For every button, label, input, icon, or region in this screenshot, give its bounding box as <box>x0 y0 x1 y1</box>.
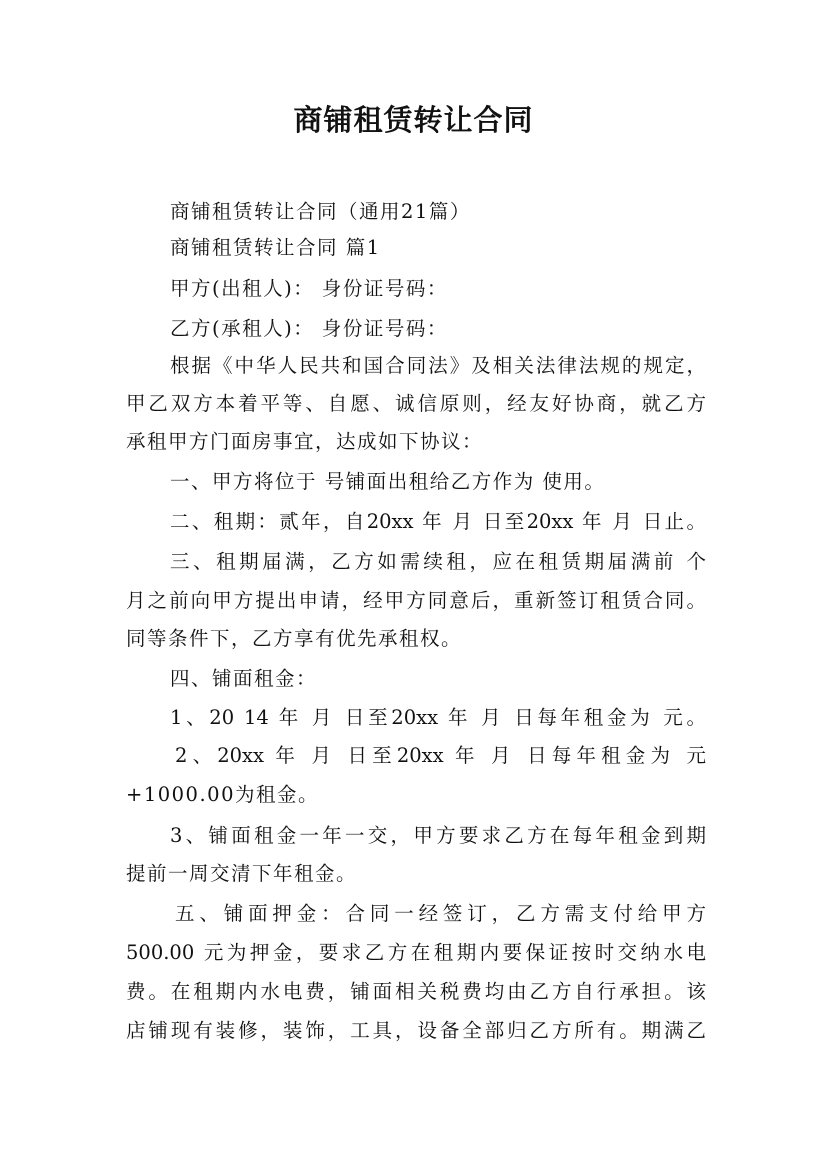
paragraph-line: +1000.00为租金。 <box>126 783 319 806</box>
paragraph-line: 500.00 元为押金，要求乙方在租期内要保证按时交纳水电 <box>126 941 706 964</box>
paragraph-line: 二、租期：贰年，自20xx 年 月 日至20xx 年 月 日止。 <box>170 510 706 533</box>
paragraph-line: 一、甲方将位于 号铺面出租给乙方作为 使用。 <box>170 470 606 493</box>
paragraph-line: 五、铺面押金：合同一经签订，乙方需支付给甲方 <box>175 902 706 925</box>
paragraph-line: 四、铺面租金： <box>170 667 318 690</box>
paragraph-line: 费。在租期内水电费，铺面相关税费均由乙方自行承担。该 <box>126 980 706 1003</box>
paragraph-line: 1、20 14 年 月 日至20xx 年 月 日每年租金为 元。 <box>170 706 706 729</box>
paragraph-line: 乙方(承租人)： 身份证号码： <box>170 317 448 340</box>
paragraph-line: 根据《中华人民共和国合同法》及相关法律法规的规定， <box>170 354 706 377</box>
document-title: 商铺租赁转让合同 <box>293 103 534 137</box>
paragraph-line: 商铺租赁转让合同 篇1 <box>170 236 381 259</box>
paragraph-line: 甲乙双方本着平等、自愿、诚信原则，经友好协商，就乙方 <box>126 392 706 415</box>
paragraph-line: 2、20xx 年 月 日至20xx 年 月 日每年租金为 元 <box>175 744 706 767</box>
paragraph-line: 商铺租赁转让合同（通用21篇） <box>170 200 471 223</box>
paragraph-line: 提前一周交清下年租金。 <box>126 862 358 885</box>
paragraph-line: 三、租期届满，乙方如需续租，应在租赁期届满前 个 <box>170 550 706 573</box>
paragraph-line: 甲方(出租人)： 身份证号码： <box>170 277 448 300</box>
paragraph-line: 同等条件下，乙方享有优先承租权。 <box>126 627 463 650</box>
paragraph-line: 店铺现有装修，装饰，工具，设备全部归乙方所有。期满乙 <box>126 1019 706 1042</box>
paragraph-line: 承租甲方门面房事宜，达成如下协议： <box>126 430 484 453</box>
paragraph-line: 月之前向甲方提出申请，经甲方同意后，重新签订租赁合同。 <box>126 589 706 612</box>
paragraph-line: 3、铺面租金一年一交，甲方要求乙方在每年租金到期 <box>170 824 706 847</box>
